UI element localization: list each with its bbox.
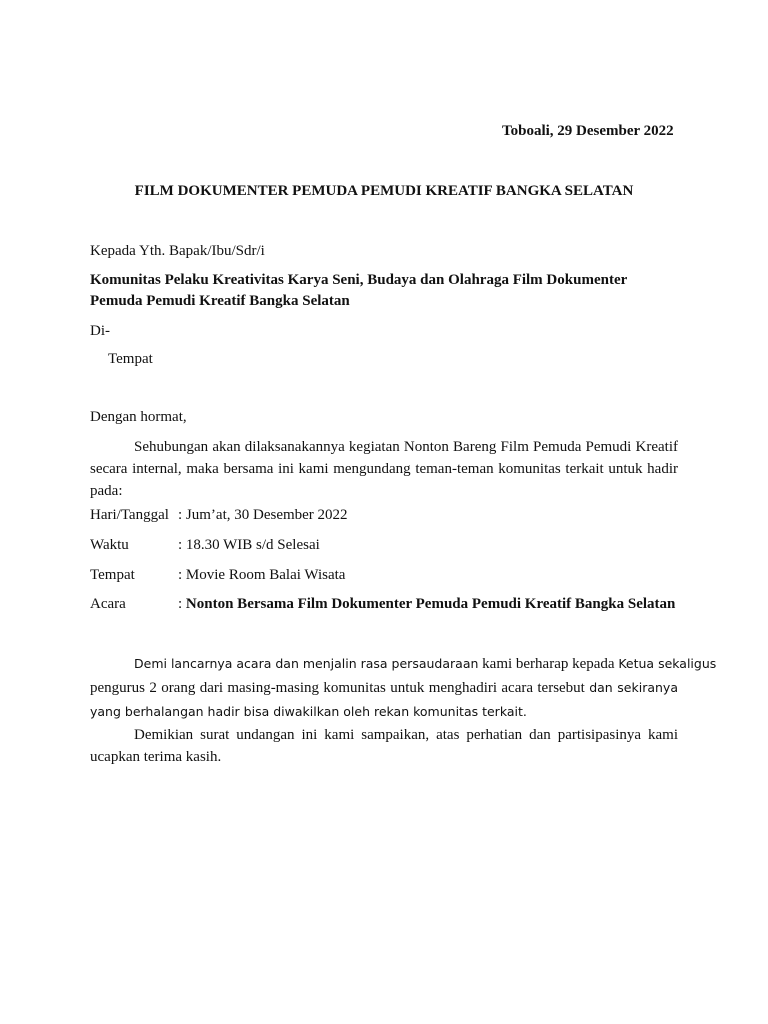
detail-value-event-prefix: : — [178, 596, 186, 612]
request-line-2 — [90, 676, 678, 724]
request-paragraph — [90, 652, 717, 724]
detail-value-place: : Movie Room Balai Wisata — [178, 567, 346, 583]
request-part3: Ketua sekaligus — [618, 656, 717, 671]
detail-value-event-name: Nonton Bersama Film Dokumenter Pemuda Pemudi Kreatif Bangka Selatan — [185, 596, 676, 612]
detail-value-event — [178, 594, 675, 614]
detail-label-place: Tempat — [90, 567, 135, 583]
letter-title: FILM DOKUMENTER PEMUDA PEMUDI KREATIF BANGKA SELATAN — [134, 183, 634, 199]
detail-label-event: Acara — [90, 596, 126, 612]
salutation: Dengan hormat, — [90, 409, 187, 425]
detail-label-time: Waktu — [90, 537, 129, 553]
request-part1: Demi lancarnya acara dan menjalin rasa persaudaraan — [134, 656, 479, 671]
closing-paragraph: Demikian surat undangan ini kami sampaikan, atas perhatian dan partisipasinya kami ucapkan terima kasih. — [90, 727, 678, 765]
request-part2: kami berharap kepada — [478, 656, 619, 672]
intro-paragraph: Sehubungan akan dilaksanakannya kegiatan Nonton Bareng Film Pemuda Pemudi Kreatif secara internal, maka bersama ini kami mengundang teman-teman komunitas terkait untuk hadir pada: — [90, 439, 678, 499]
detail-label-date: Hari/Tanggal — [90, 507, 169, 523]
request-line-1 — [90, 652, 717, 676]
recipient-greeting: Kepada Yth. Bapak/Ibu/Sdr/i — [90, 243, 265, 259]
recipient-organization-line1: Komunitas Pelaku Kreativitas Karya Seni, Budaya dan Olahraga Film Dokumenter — [90, 272, 628, 288]
recipient-di: Di- — [90, 323, 110, 339]
request-part5: dan sekiranya yang berhalangan hadir bisa diwakilkan oleh rekan komunitas terkait. — [90, 680, 678, 719]
place-date: Toboali, 29 Desember 2022 — [502, 123, 674, 139]
detail-value-time: : 18.30 WIB s/d Selesai — [178, 537, 320, 553]
recipient-organization-line2: Pemuda Pemudi Kreatif Bangka Selatan — [90, 293, 350, 309]
request-part4: pengurus 2 orang dari masing-masing komunitas untuk menghadiri acara tersebut — [90, 680, 590, 696]
recipient-place: Tempat — [108, 351, 153, 367]
detail-value-date: : Jum’at, 30 Desember 2022 — [178, 507, 348, 523]
